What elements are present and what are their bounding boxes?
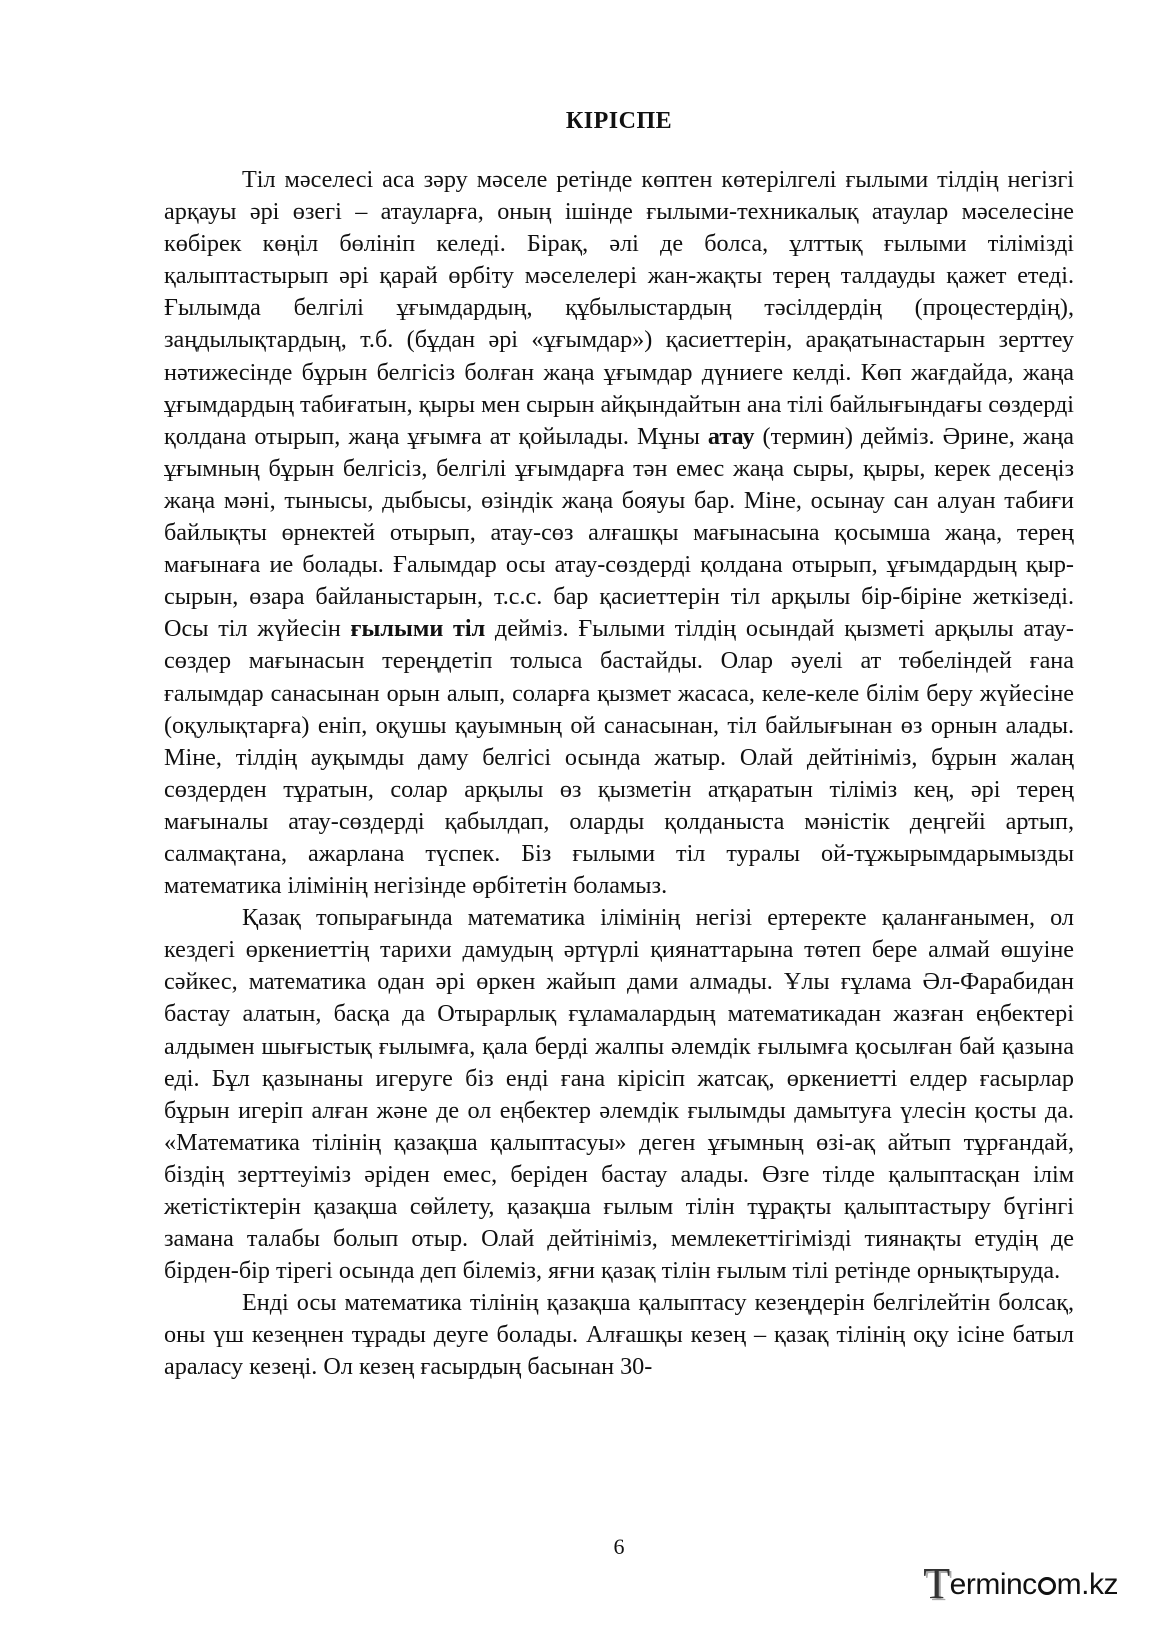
page-title: КІРІСПЕ bbox=[565, 108, 673, 134]
text-run: (термин) дейміз. Әрине, жаңа ұғымның бұрын белгісіз, белгілі ұғымдарға тән емес жаңа сыры, қыры, керек десеңіз жаңа мәні, тынысы, дыбысы, өзіндік жаңа бояуы бар. Міне, осынау сан алуан табиғи байлықты өрнектей отырып, атау-сөз алғашқы мағынасына қосымша жаңа, терең мағынаға ие болады. Ғалымдар осы атау-сөздерді қолдана отырып, ұғымдардың қыр-сырын, өзара байланыстарын, т.с.с. бар қасиеттерін тіл арқылы бір-біріне жеткізеді. Осы тіл жүйесін bbox=[164, 422, 1075, 643]
watermark-o-circle-icon bbox=[1038, 1577, 1056, 1595]
watermark-text: m.kz bbox=[1056, 1568, 1118, 1601]
paragraph bbox=[164, 902, 1074, 1287]
bold-term-gylymi-til: ғылыми тіл bbox=[350, 615, 486, 643]
bold-term-atau: атау bbox=[707, 422, 755, 450]
paragraph bbox=[164, 164, 1074, 902]
text-run: Енді осы математика тілінің қазақша қалыптасу кезеңдерін белгілейтін болсақ, оны үш кезеңнен тұрады деуге болады. Алғашқы кезең – қазақ тілінің оқу ісіне батыл араласу кезеңі. Ол кезең ғасырдың басынан 30- bbox=[164, 1289, 1074, 1381]
text-run: дейміз. Ғылыми тілдің осындай қызметі арқылы атау-сөздер мағынасын тереңдетіп толыса бастайды. Олар әуелі ат төбеліндей ғана ғалымдар санасынан орын алып, соларға қызмет жасаса, келе-келе білім беру жүйесіне (оқулықтарға) еніп, оқушы қауымның ой санасынан, тіл байлығынан өз орнын алады. Міне, тілдің ауқымды даму белгісі осында жатыр. Олай дейтініміз, бұрын жалаң сөздерден тұратын, солар арқылы өз қызметін атқаратын тіліміз кең, әрі терең мағыналы атау-сөздерді қабылдап, оларды қолданыста мәністік деңгейі артып, салмақтана, ажарлана түспек. Біз ғылыми тіл туралы ой-тұжырымдарымызды математика ілімінің негізінде өрбітетін боламыз. bbox=[164, 615, 1074, 900]
watermark-text: c bbox=[1022, 1568, 1037, 1601]
watermark-letter-t: T bbox=[923, 1559, 950, 1608]
text-run: Қазақ топырағында математика ілімінің негізі ертеректе қаланғанымен, ол кездегі өркениеттің тарихи дамудың әртүрлі қиянаттарына төтеп бере алмай өшуіне сәйкес, математика одан әрі өркен жайып дами алмады. Ұлы ғұлама Әл-Фарабидан бастау алатын, басқа да Отырарлық ғұламалардың математикадан жазған еңбектері алдымен шығыстық ғылымға, қала берді жалпы әлемдік ғылымға қосылған бай қазына еді. Бұл қазынаны игеруге біз енді ғана кірісіп жатсақ, өркениетті елдер ғасырлар бұрын игеріп алған және де ол еңбектер әлемдік ғылымды дамытуға үлесін қосты да. «Математика тілінің қазақша қалыптасуы» деген ұғымның өзі-ақ айтып тұрғандай, біздің зерттеуіміз әріден емес, беріден бастау алады. Өзге тілде қалыптасқан ілім жетістіктерін қазақша сөйлету, қазақша ғылым тілін тұрақты қалыптастыру бүгінгі замана талабы болып отыр. Олай дейтініміз, мемлекеттігімізді тиянақты етудің де бірден-бір тірегі осында деп білеміз, яғни қазақ тілін ғылым тілі ретінде орнықтыруда. bbox=[164, 904, 1074, 1285]
watermark-text: ermin bbox=[949, 1568, 1023, 1601]
termincom-watermark-logo bbox=[923, 1558, 1118, 1609]
paragraph bbox=[164, 1287, 1074, 1383]
text-run: Тіл мәселесі аса зәру мәселе ретінде көптен көтерілгелі ғылыми тілдің негізгі арқауы әрі өзегі – атауларға, оның ішінде ғылыми-техникалық атаулар мәселесіне көбірек көңіл бөлініп келеді. Бірақ, әлі де болса, ұлттық ғылыми тілімізді қалыптастырып әрі қарай өрбіту мәселелері жан-жақты терең талдауды қажет етеді. Ғылымда белгілі ұғымдардың, құбылыстардың тәсілдердің (процестердің), заңдылықтардың, т.б. (бұдан әрі «ұғымдар») қасиеттерін, арақатынастарын зерттеу нәтижесінде бұрын белгісіз болған жаңа ұғымдар дүниеге келді. Көп жағдайда, жаңа ұғымдардың табиғатын, қыры мен сырын айқындайтын ана тілі байлығындағы сөздерді қолдана отырып, жаңа ұғымға ат қойылады. Мұны bbox=[164, 166, 1074, 450]
document-body bbox=[164, 164, 1074, 1384]
page-number: 6 bbox=[613, 1534, 625, 1559]
